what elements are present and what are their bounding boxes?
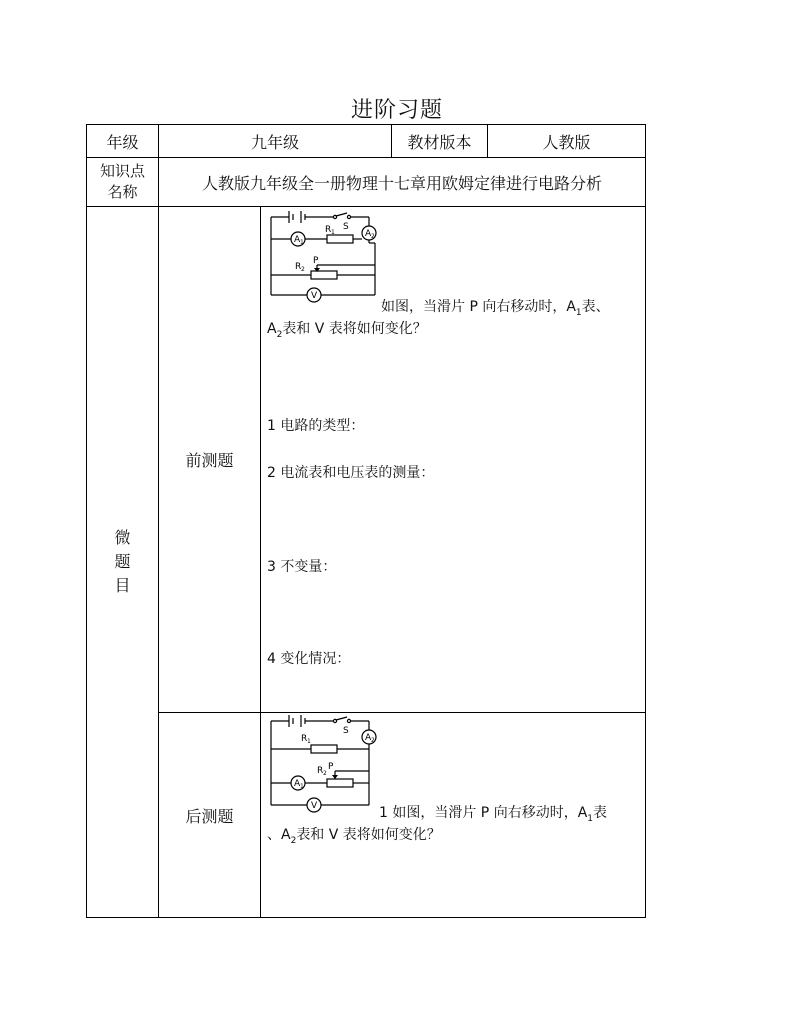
- circuit-label-r1: R: [325, 225, 332, 235]
- circuit-label-a2: A: [365, 733, 372, 743]
- pre-question-tail: 表、: [581, 299, 610, 315]
- post-test-circuit-diagram: [267, 713, 382, 813]
- knowledge-label: [87, 158, 158, 206]
- edition-label: 教材版本: [407, 132, 472, 152]
- edition-value: 人教版: [542, 132, 591, 152]
- post-test-question-line2: [267, 824, 637, 852]
- micro-char: 微: [114, 528, 131, 547]
- circuit-label-r2: R: [295, 262, 302, 272]
- pre-test-circuit-diagram: [267, 209, 382, 305]
- circuit-label-r2-sub: 2: [301, 266, 305, 273]
- page-title: 进阶习题: [350, 98, 443, 123]
- circuit-label-r1: R: [301, 734, 308, 744]
- circuit-label-a2-sub: 2: [371, 737, 375, 744]
- circuit-label-a2: A: [365, 229, 372, 239]
- grade-label: 年级: [106, 132, 139, 152]
- circuit-label-r2: R: [317, 766, 324, 776]
- post-test-label: 后测题: [185, 806, 234, 826]
- circuit-label-a1-sub: 1: [300, 783, 304, 790]
- circuit-label-v: V: [311, 801, 318, 811]
- post-question-tail: 表: [593, 805, 608, 821]
- micro-char: 目: [114, 576, 131, 595]
- post-question-text: 表和 V 表将如何变化？: [296, 827, 441, 843]
- circuit-label-r1-sub: 1: [331, 229, 335, 236]
- circuit-label-v: V: [311, 291, 318, 301]
- post-question-text: 1 如图，当滑片 P 向右移动时，A: [379, 805, 588, 821]
- micro-topic-label: [87, 207, 158, 917]
- circuit-label-r2-sub: 2: [323, 770, 327, 777]
- step-constants: 3 不变量：: [267, 559, 337, 575]
- pre-test-question-line2: [267, 318, 637, 346]
- step-circuit-type: 1 电路的类型：: [267, 418, 365, 434]
- grade-value: 九年级: [250, 132, 299, 152]
- pre-question-text: A: [267, 321, 277, 337]
- circuit-label-r1-sub: 1: [307, 738, 311, 745]
- circuit-label-a1: A: [294, 235, 301, 245]
- pre-question-sub: 1: [575, 307, 582, 318]
- micro-char: 题: [114, 552, 131, 571]
- pre-question-sub: 2: [276, 329, 283, 340]
- pre-question-text: 如图，当滑片 P 向右移动时，A: [381, 299, 576, 315]
- step-meter-measurement: 2 电流表和电压表的测量：: [267, 465, 435, 481]
- circuit-label-a2-sub: 2: [371, 233, 375, 240]
- knowledge-value: 人教版九年级全一册物理十七章用欧姆定律进行电路分析: [201, 173, 602, 193]
- circuit-label-p: P: [328, 762, 334, 772]
- post-question-sub: 1: [587, 813, 594, 824]
- step-changes: 4 变化情况：: [267, 651, 351, 667]
- knowledge-label-line2: 名称: [107, 183, 138, 201]
- circuit-label-s: S: [343, 726, 349, 736]
- exercise-table: [86, 124, 646, 918]
- circuit-label-a1-sub: 1: [300, 239, 304, 246]
- post-question-sub: 2: [290, 835, 297, 846]
- circuit-label-p: P: [313, 256, 319, 266]
- circuit-label-a1: A: [294, 779, 301, 789]
- knowledge-label-line1: 知识点: [99, 162, 145, 180]
- col-divider: [260, 206, 261, 917]
- pre-test-label: 前测题: [185, 451, 234, 470]
- post-question-text: 、A: [267, 827, 291, 843]
- pre-question-text: 表和 V 表将如何变化？: [282, 321, 427, 337]
- circuit-label-s: S: [343, 222, 349, 232]
